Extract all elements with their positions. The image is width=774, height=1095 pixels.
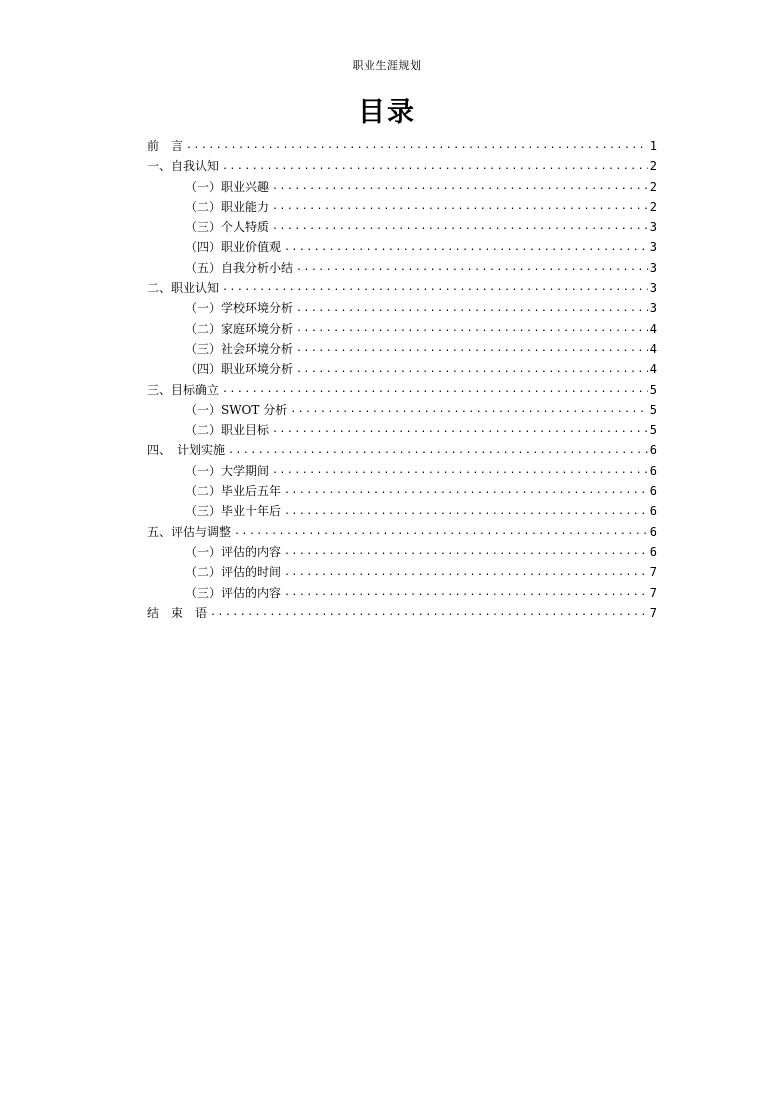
toc-entry-page-number: 6: [649, 524, 657, 539]
toc-dot-leader: [296, 360, 648, 380]
running-header: 职业生涯规划: [352, 59, 422, 72]
toc-entry-page-number: 3: [649, 260, 657, 275]
toc-dot-leader: [272, 420, 648, 440]
toc-entry-label: （三）个人特质: [185, 220, 270, 235]
toc-entry-label: （二）毕业后五年: [185, 484, 282, 499]
toc-entry[interactable]: [147, 583, 657, 603]
toc-dot-leader: [222, 380, 648, 400]
toc-entry[interactable]: [147, 217, 657, 237]
toc-dot-leader: [284, 481, 648, 501]
toc-entry-page-number: 6: [649, 544, 657, 559]
toc-entry[interactable]: [147, 461, 657, 481]
toc-entry-label: （二）家庭环境分析: [185, 321, 294, 336]
toc-entry-page-number: 2: [649, 199, 657, 214]
toc-dot-leader: [272, 217, 648, 237]
toc-entry-label: （二）职业目标: [185, 423, 270, 438]
toc-entry[interactable]: [147, 542, 657, 562]
toc-entry[interactable]: [147, 298, 657, 318]
toc-entry-page-number: 3: [649, 281, 657, 296]
toc-entry[interactable]: [147, 177, 657, 197]
toc-entry[interactable]: [147, 258, 657, 278]
toc-entry-page-number: 6: [649, 504, 657, 519]
toc-entry[interactable]: [147, 440, 657, 460]
toc-entry-label: 前 言: [147, 139, 184, 153]
toc-entry[interactable]: [147, 501, 657, 521]
toc-dot-leader: [296, 339, 648, 359]
toc-entry[interactable]: [147, 339, 657, 359]
toc-entry-label: （一）评估的内容: [185, 544, 282, 559]
toc-entry-page-number: 5: [649, 382, 657, 397]
toc-entry[interactable]: [147, 156, 657, 176]
toc-dot-leader: [228, 441, 648, 461]
toc-dot-leader: [210, 603, 648, 623]
toc-entry-label: （二）职业能力: [185, 199, 270, 214]
toc-entry-label: （四）职业价值观: [185, 240, 282, 255]
toc-entry-label: 二、职业认知: [147, 281, 220, 296]
toc-entry-label: （一）学校环境分析: [185, 301, 294, 316]
toc-entry[interactable]: [147, 380, 657, 400]
toc-entry-page-number: 5: [649, 402, 657, 417]
toc-entry[interactable]: [147, 237, 657, 257]
toc-dot-leader: [296, 258, 648, 278]
toc-entry-page-number: 4: [649, 321, 657, 336]
toc-entry-page-number: 3: [649, 301, 657, 316]
toc-entry-page-number: 7: [649, 565, 657, 580]
toc-dot-leader: [272, 177, 648, 197]
toc-entry-label: （三）评估的内容: [185, 585, 282, 600]
toc-entry-label: （二）评估的时间: [185, 565, 282, 580]
toc-entry[interactable]: [147, 278, 657, 298]
toc-entry-page-number: 2: [649, 159, 657, 174]
toc-entry-page-number: 3: [649, 220, 657, 235]
toc-dot-leader: [222, 278, 648, 298]
toc-dot-leader: [284, 583, 648, 603]
toc-entry[interactable]: [147, 562, 657, 582]
toc-entry-page-number: 6: [649, 443, 657, 458]
toc-entry-label: （一）SWOT 分析: [185, 402, 288, 417]
toc-entry[interactable]: [147, 420, 657, 440]
toc-entry-label: 结 束 语: [147, 605, 208, 620]
toc-dot-leader: [284, 502, 648, 522]
toc-dot-leader: [296, 319, 648, 339]
toc-entry-label: （一）职业兴趣: [185, 179, 270, 194]
toc-entry[interactable]: [147, 522, 657, 542]
toc-dot-leader: [290, 400, 648, 420]
toc-dot-leader: [272, 461, 648, 481]
toc-entry-label: 一、自我认知: [147, 159, 220, 174]
toc-entry[interactable]: [147, 400, 657, 420]
toc-entry-page-number: 6: [649, 463, 657, 478]
toc-dot-leader: [222, 157, 648, 177]
toc-dot-leader: [296, 299, 648, 319]
toc-entry-label: （四）职业环境分析: [185, 362, 294, 377]
toc-entry-page-number: 4: [649, 362, 657, 377]
toc-dot-leader: [284, 542, 648, 562]
toc-dot-leader: [186, 136, 648, 156]
toc-title: 目录: [358, 97, 416, 128]
toc-entry-page-number: 2: [649, 179, 657, 194]
toc-entry-label: （三）社会环境分析: [185, 341, 294, 356]
toc-entry[interactable]: [147, 359, 657, 379]
toc-entry-page-number: 6: [649, 484, 657, 499]
toc-entry[interactable]: [147, 319, 657, 339]
toc-entry-page-number: 4: [649, 341, 657, 356]
toc-dot-leader: [284, 563, 648, 583]
toc-dot-leader: [234, 522, 648, 542]
toc-entry-label: （一）大学期间: [185, 463, 270, 478]
toc-dot-leader: [284, 238, 648, 258]
toc-entry-label: （三）毕业十年后: [185, 504, 282, 519]
toc-entry[interactable]: [147, 603, 657, 623]
table-of-contents: [147, 136, 657, 623]
toc-entry-page-number: 7: [649, 605, 657, 620]
toc-entry-label: （五）自我分析小结: [185, 260, 294, 275]
toc-entry[interactable]: [147, 481, 657, 501]
toc-dot-leader: [272, 197, 648, 217]
toc-entry[interactable]: [147, 197, 657, 217]
toc-entry-page-number: 5: [649, 423, 657, 438]
toc-entry-page-number: 3: [649, 240, 657, 255]
toc-entry-label: 五、评估与调整: [147, 524, 232, 539]
toc-entry-label: 四、 计划实施: [147, 443, 226, 458]
toc-entry-page-number: 1: [649, 139, 657, 153]
toc-entry-page-number: 7: [649, 585, 657, 600]
toc-entry[interactable]: [147, 136, 657, 156]
toc-entry-label: 三、目标确立: [147, 382, 220, 397]
